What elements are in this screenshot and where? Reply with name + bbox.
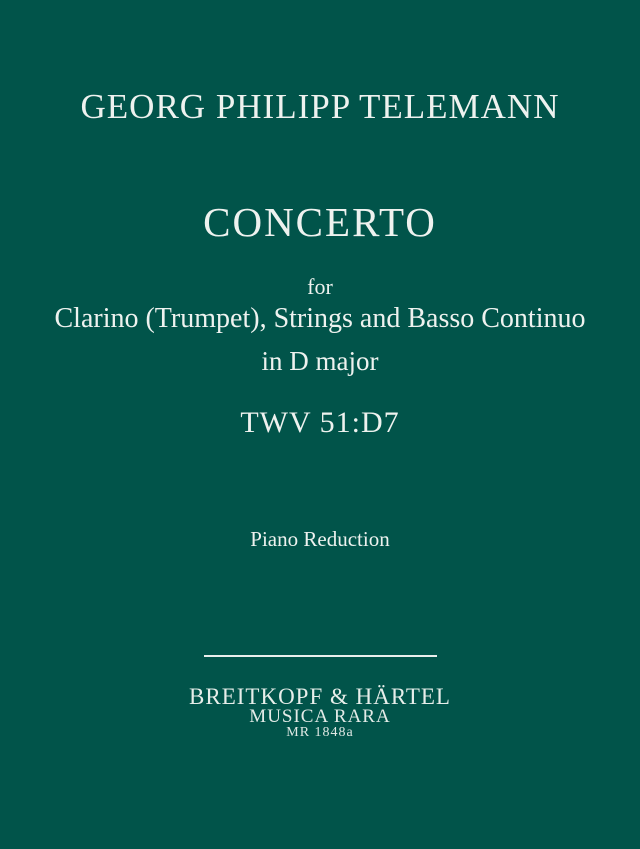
plate-number: MR 1848a <box>286 725 354 740</box>
work-title: CONCERTO <box>203 199 437 245</box>
composer-name: GEORG PHILIPP TELEMANN <box>80 87 560 126</box>
key-line: in D major <box>261 346 379 376</box>
publisher-name: BREITKOPF & HÄRTEL <box>189 684 451 709</box>
for-label: for <box>307 274 333 299</box>
catalog-number: TWV 51:D7 <box>240 406 400 439</box>
divider-rule <box>204 655 437 657</box>
imprint-name: MUSICA RARA <box>249 706 391 727</box>
instrumentation-line: Clarino (Trumpet), Strings and Basso Continuo <box>54 303 586 334</box>
edition-label: Piano Reduction <box>250 527 390 551</box>
